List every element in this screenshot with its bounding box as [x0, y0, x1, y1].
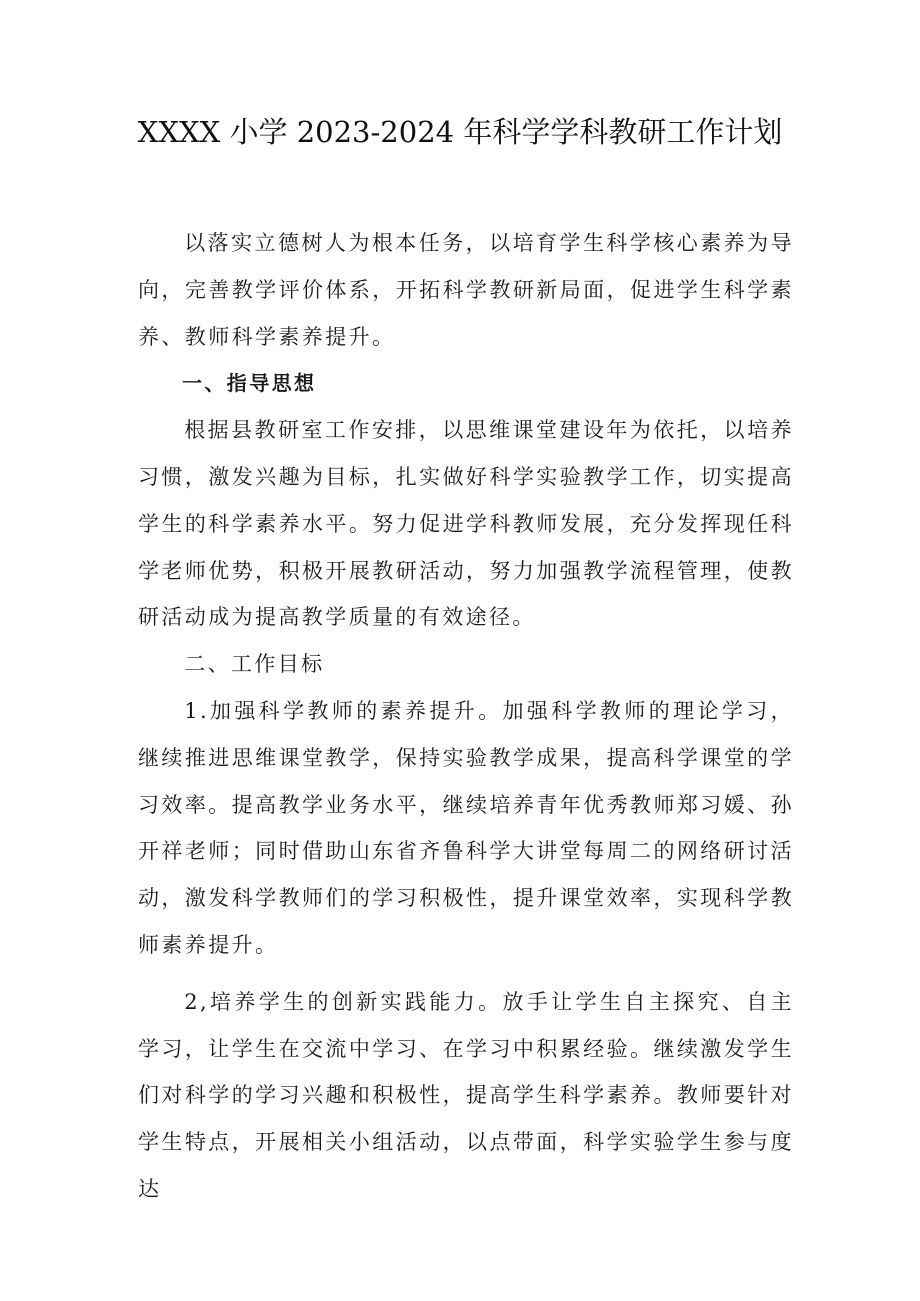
document-body [138, 220, 794, 1213]
guiding-ideology-paragraph: 根据县教研室工作安排，以思维课堂建设年为依托，以培养习惯，激发兴趣为目标，扎实做好科学实验教学工作，切实提高学生的科学素养水平。努力促进学科教师发展，充分发挥现任科学老师优势，积极开展教研活动，努力加强教学流程管理，使教研活动成为提高教学质量的有效途径。 [138, 418, 794, 630]
section-heading-guiding-ideology: 一、指导思想 [182, 371, 317, 396]
goal-item-2: 2,培养学生的创新实践能力。放手让学生自主探究、自主学习，让学生在交流中学习、在学习中积累经验。继续激发学生们对科学的学习兴趣和积极性，提高学生科学素养。教师要针对学生特点，开展相关小组活动，以点带面，科学实验学生参与度达 [138, 989, 794, 1201]
document-title: XXXX 小学 2023-2024 年科学学科教研工作计划 [137, 115, 783, 149]
goal-item-1: 1.加强科学教师的素养提升。加强科学教师的理论学习，继续推进思维课堂教学，保持实验教学成果，提高科学课堂的学习效率。提高教学业务水平，继续培养青年优秀教师郑习媛、孙开祥老师；同时借助山东省齐鲁科学大讲堂每周二的网络研讨活动，激发科学教师们的学习积极性，提升课堂效率，实现科学教师素养提升。 [138, 698, 794, 957]
section-heading-work-goals: 二、工作目标 [184, 652, 325, 677]
intro-paragraph: 以落实立德树人为根本任务，以培育学生科学核心素养为导向，完善教学评价体系，开拓科学教研新局面，促进学生科学素养、教师科学素养提升。 [138, 231, 794, 349]
